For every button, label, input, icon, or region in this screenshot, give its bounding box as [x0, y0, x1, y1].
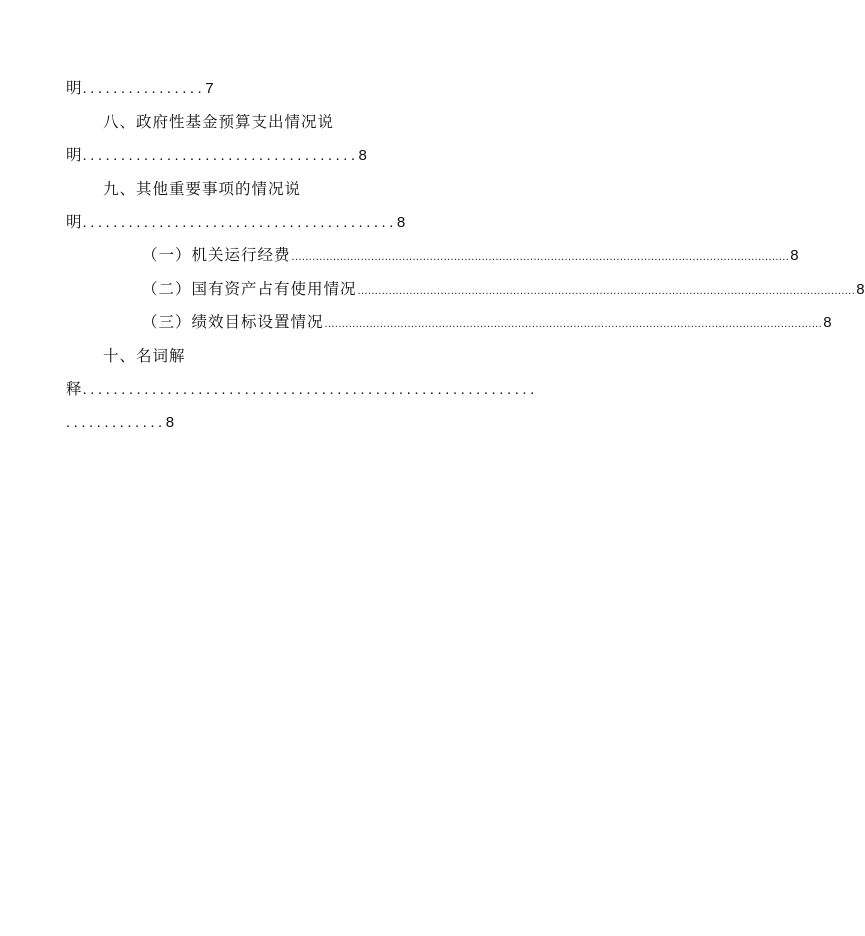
- toc-page-number: 8: [165, 414, 175, 431]
- toc-entry-char: 明: [66, 79, 83, 97]
- toc-page-number: 8: [396, 214, 406, 231]
- toc-entry-title: 八、政府性基金预算支出情况说: [103, 113, 335, 131]
- toc-subentry-1[interactable]: [142, 245, 799, 267]
- toc-entry-char: 明: [66, 213, 83, 231]
- toc-entry-8-continuation[interactable]: [66, 145, 367, 166]
- toc-leader-dots: ................................................................................................................................................: [291, 251, 790, 263]
- toc-leader-dots: ................: [82, 80, 206, 97]
- toc-page-number: 8: [358, 147, 367, 164]
- toc-page-number: 8: [856, 281, 865, 298]
- toc-entry-9-title[interactable]: [103, 179, 301, 199]
- toc-entry-7-continuation[interactable]: [66, 78, 214, 99]
- toc-entry-char: 释: [66, 380, 83, 398]
- toc-subentry-label: （一）机关运行经费: [142, 246, 291, 264]
- toc-entry-10-title[interactable]: [103, 346, 186, 366]
- toc-leader-dots: .........................................: [82, 214, 397, 231]
- toc-leader-dots: ....................................: [82, 147, 359, 164]
- toc-entry-char: 明: [66, 146, 83, 164]
- toc-entry-title: 九、其他重要事项的情况说: [103, 180, 302, 198]
- toc-subentry-3[interactable]: [142, 312, 832, 334]
- toc-entry-8-title[interactable]: [103, 112, 334, 132]
- toc-subentry-label: （三）绩效目标设置情况: [142, 313, 324, 331]
- toc-entry-10-continuation-2[interactable]: [66, 412, 174, 433]
- toc-subentry-2[interactable]: [142, 279, 865, 301]
- toc-subentry-label: （二）国有资产占有使用情况: [142, 280, 357, 298]
- toc-entry-9-continuation[interactable]: [66, 212, 405, 233]
- toc-entry-10-continuation[interactable]: [66, 379, 538, 400]
- toc-entry-title: 十、名词解: [103, 347, 186, 365]
- toc-page-number: 7: [205, 80, 214, 97]
- toc-page-number: 8: [790, 247, 799, 264]
- toc-leader-dots: ...........................................................: [82, 381, 538, 398]
- toc-leader-dots: ................................................................................................................................................: [324, 318, 823, 330]
- toc-leader-dots: ................................................................................................................................................: [357, 285, 856, 297]
- toc-page-number: 8: [823, 314, 832, 331]
- toc-leader-dots: .............: [66, 414, 166, 431]
